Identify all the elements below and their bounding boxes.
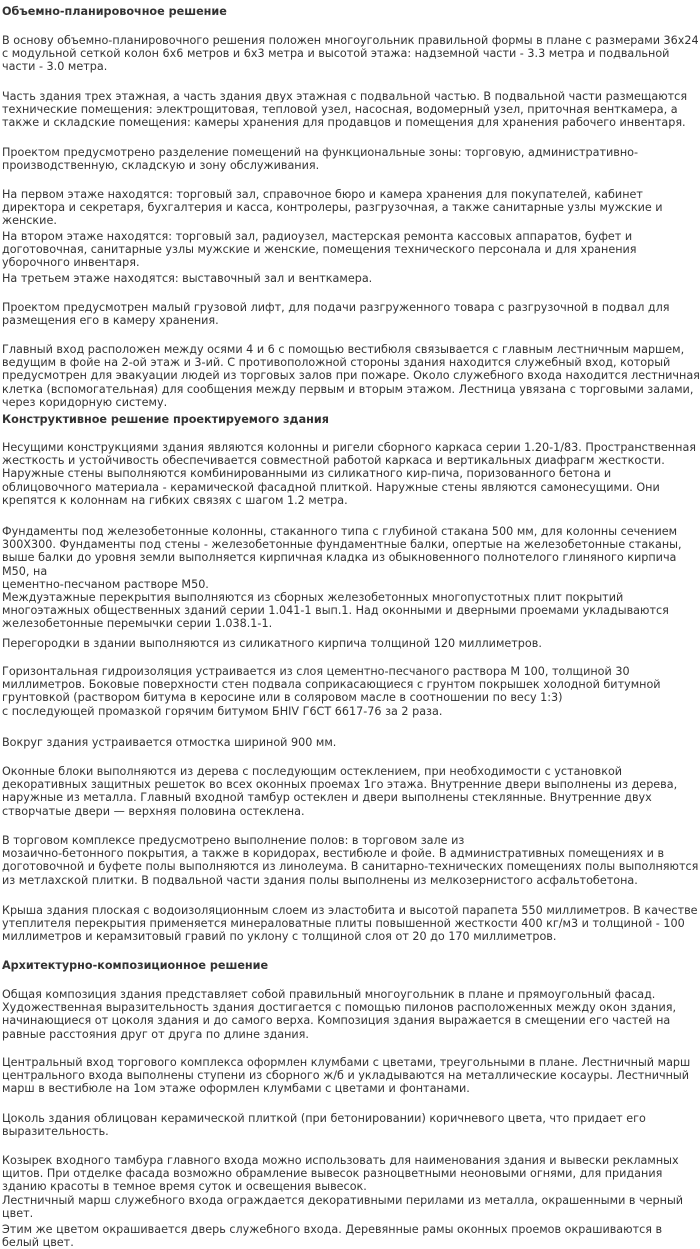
paragraph: Часть здания трех этажная, а часть здания двух этажная с подвальной частью. В подвальной части размещаются технические помещения: электрощитовая, тепловой узел, насосная, водомерный узел, приточная венткамера, а также и складские помещения: камеры хранения для продавцов и помещения для хранения рабочего инвентаря. (2, 90, 688, 130)
section-heading: Объемно-планировочное решение (2, 5, 227, 18)
paragraph: Перегородки в здании выполняются из силикатного кирпича толщиной 120 миллиметров. (2, 637, 542, 650)
paragraph: Общая композиция здания представляет собой правильный многоугольник в плане и прямоугольный фасад. Художественная выразительность здания достигается с помощью пилонов расположенных между окон здания, начинающиеся от цоколя здания и до самого верха. Композиция здания выражается в смещении его частей на равные расстояния друг от друга по длине здания. (2, 988, 677, 1041)
paragraph: На втором этаже находятся: торговый зал, радиоузел, мастерская ремонта кассовых аппаратов, буфет и доготовочная, санитарные узлы мужские и женские, помещения технического персонала и для хранения уборочного инвентаря. (2, 230, 637, 270)
paragraph: Крыша здания плоская с водоизоляционным слоем из эластобита и высотой парапета 550 миллиметров. В качестве утеплителя перекрытия применяется минераловатные плиты повышенной жесткости 400 кг/м3 и толщиной - 100 миллиметров и керамзитовый гравий по уклону с толщиной слоя от 20 до 170 миллиметров. (2, 904, 698, 944)
paragraph: На третьем этаже находятся: выставочный зал и венткамера. (2, 272, 373, 285)
paragraph: Горизонтальная гидроизоляция устраивается из слоя цементно-песчаного раствора М 100, толщиной 30 миллиметров. Боковые поверхности стен подвала соприкасающиеся с грунтом покрышек холодной битумной грунтовкой (раствором битума в керосине или в соляровом масле в соотношении по весу 1:3) с последующей промазкой горячим битумом БНIV Г6СТ 6617-76 за 2 раза. (2, 665, 661, 718)
paragraph: Проектом предусмотрено разделение помещений на функциональные зоны: торговую, административно-производственную, складскую и зону обслуживания. (2, 146, 639, 173)
section-heading: Конструктивное решение проектируемого здания (2, 413, 329, 426)
paragraph: Проектом предусмотрен малый грузовой лифт, для подачи разгруженного товара с разгрузочной в подвал для размещения его в камеру хранения. (2, 301, 670, 328)
paragraph: В торговом комплексе предусмотрено выполнение полов: в торговом зале из мозаично-бетонного покрытия, а также в коридорах, вестибюле и фойе. В административных помещениях и в доготовочной и буфете полы выполняются из линолеума. В санитарно-технических помещениях полы выполняются из метлахской плитки. В подвальной части здания полы выполнены из мелкозернистого асфальтобетона. (2, 834, 699, 887)
paragraph: На первом этаже находятся: торговый зал, справочное бюро и камера хранения для покупателей, кабинет директора и секретаря, бухгалтерия и касса, контролеры, разгрузочная, а также санитарные узлы мужские и женские. (2, 188, 663, 228)
paragraph: В основу объемно-планировочного решения положен многоугольник правильной формы в плане с размерами 36х24 с модульной сеткой колон 6х6 метров и 6х3 метра и высотой этажа: надземной части - 3.3 метра и подвальной части - 3.0 метра. (2, 34, 699, 74)
paragraph: Вокруг здания устраивается отмостка шириной 900 мм. (2, 736, 337, 749)
paragraph: Оконные блоки выполняются из дерева с последующим остеклением, при необходимости с установкой декоративных защитных решеток во всех оконных проемах 1го этажа. Внутренние двери выполнены из дерева, наружные из металла. Главный входной тамбур остеклен и двери выполнены стеклянные. Внутренние двух створчатые двери — верхняя половина остеклена. (2, 765, 678, 818)
paragraph: Главный вход расположен между осями 4 и 6 с помощью вестибюля связывается с главным лестничным маршем, ведущим в фойе на 2-ой этаж и 3-ий. С противоположной стороны здания находится служебный вход, который предусмотрен для эвакуации людей из торговых залов при пожаре. Около служебного входа находится лестничная клетка (вспомогательная) для сообщения между первым и вторым этажом. Лестница увязана с торговыми залами, через коридорную систему. (2, 343, 700, 409)
section-heading: Архитектурно-композиционное решение (2, 959, 269, 972)
paragraph: Этим же цветом окрашивается дверь служебного входа. Деревянные рамы оконных проемов окрашиваются в белый цвет. (2, 1223, 663, 1249)
paragraph: Фундаменты под железобетонные колонны, стаканного типа с глубиной стакана 500 мм, для колонны сечением 300Х300. Фундаменты под стены - железобетонные фундаментные балки, опертые на железобетонные стаканы, выше балки до уровня земли выполняется кирпичная кладка из обыкновенного полнотелого глиняного кирпича М50, на цементно-песчаном растворе М50. Междуэтажные перекрытия выполняются из сборных железобетонных многопустотных плит покрытий многоэтажных общественных зданий серии 1.041-1 вып.1. Над оконными и дверными проемами укладываются железобетонные перемычки серии 1.038.1-1. (2, 525, 682, 631)
paragraph: Центральный вход торгового комплекса оформлен клумбами с цветами, треугольными в плане. Лестничный марш центрального входа выполнены ступени из сборного ж/б и укладываются на металлические косауры. Лестничный марш в вестибюле на 1ом этаже оформлен клумбами с цветами и фонтанами. (2, 1056, 691, 1096)
paragraph: Несущими конструкциями здания являются колонны и ригели сборного каркаса серии 1.20-1/83. Пространственная жесткость и устойчивость обеспечивается совместной работой каркаса и вертикальных диафрагм жесткости. Наружные стены выполняются комбинированными из силикатного кир-пича, поризованного бетона и облицовочного материала - керамической фасадной плиткой. Наружные стены являются самонесущими. Они крепятся к колоннам на гибких связях с шагом 1.2 метра. (2, 441, 697, 507)
paragraph: Цоколь здания облицован керамической плиткой (при бетонировании) коричневого цвета, что придает его выразительность. (2, 1112, 646, 1139)
paragraph: Козырек входного тамбура главного входа можно использовать для наименования здания и вывески рекламных щитов. При отделке фасада возможно обрамление вывесок разноцветными неоновыми огнями, для придания зданию красоты в темное время суток и освещения вывесок. Лестничный марш служебного входа ограждается декоративными перилами из металла, окрашенными в черный цвет. (2, 1154, 684, 1220)
